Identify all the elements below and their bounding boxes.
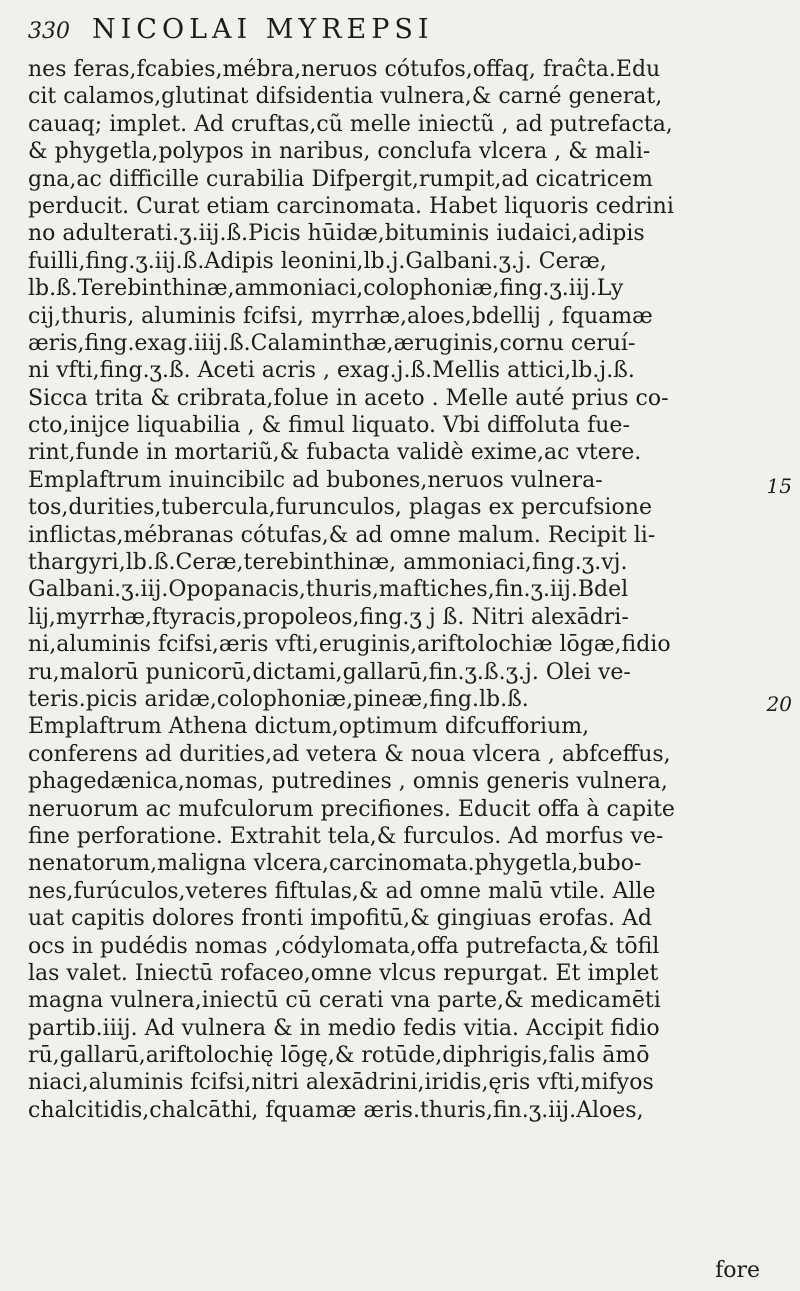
text-line: magna vulnera,iniectū cū cerati vna parte,& medicamēti	[28, 988, 661, 1014]
text-line: cto,inijce liquabilia , & fimul liquato. Vbi diffoluta fue-	[28, 413, 630, 439]
text-line: thargyri,lb.ß.Ceræ,terebinthinæ, ammoniaci,fing.ʒ.vj.	[28, 550, 628, 576]
text-line: Emplaftrum inuincibilc ad bubones,neruos vulnera-	[28, 467, 603, 493]
text-line: cij,thuris, aluminis fcifsi, myrrhæ,aloes,bdellij , fquamæ	[28, 303, 653, 329]
text-line: nes,furúculos,veteres fiftulas,& ad omne malū vtile. Alle	[28, 878, 656, 904]
text-line: rint,funde in mortariũ,& fubacta validè exime,ac vtere.	[28, 440, 642, 466]
text-line: rū,gallarū,ariftolochię lōgę,& rotūde,diphrigis,falis āmō	[28, 1043, 650, 1069]
text-line: Emplaftrum Athena dictum,optimum difcufforium,	[28, 714, 590, 740]
text-line: cauaq; implet. Ad cruftas,cũ melle iniectũ , ad putrefacta,	[28, 111, 673, 137]
text-line: partib.iiij. Ad vulnera & in medio fedis vitia. Accipit fidio	[28, 1015, 660, 1041]
text-line: phagedænica,nomas, putredines , omnis generis vulnera,	[28, 769, 668, 795]
text-line: & phygetla,polypos in naribus, conclufa vlcera , & mali-	[28, 139, 651, 165]
text-line: nenatorum,maligna vlcera,carcinomata.phygetla,bubo-	[28, 851, 642, 877]
text-line: Galbani.ʒ.iij.Opopanacis,thuris,maftiches,fin.ʒ.iij.Bdel	[28, 577, 629, 603]
text-line: æris,fing.exag.iiij.ß.Calaminthæ,æruginis,cornu ceruí-	[28, 330, 636, 356]
margin-line-number: 20	[766, 692, 792, 716]
running-head	[28, 14, 758, 45]
text-line: ni vfti,fing.ʒ.ß. Aceti acris , exag.j.ß.Mellis attici,lb.j.ß.	[28, 358, 635, 384]
text-line: ni,aluminis fcifsi,æris vfti,eruginis,ariftolochiæ lōgæ,fidio	[28, 632, 671, 658]
text-line: cit calamos,glutinat difsidentia vulnera,& carné generat,	[28, 84, 663, 110]
text-line: fuilli,fing.ʒ.iij.ß.Adipis leonini,lb.j.Galbani.ʒ.j. Ceræ,	[28, 248, 607, 274]
folio-number: 330	[28, 19, 70, 44]
text-line: las valet. Iniectū rofaceo,omne vlcus repurgat. Et implet	[28, 960, 659, 986]
catchword: fore	[715, 1258, 760, 1283]
text-line: gna,ac difficille curabilia Difpergit,rumpit,ad cicatricem	[28, 166, 653, 192]
text-line: ocs in pudédis nomas ,códylomata,offa putrefacta,& tōfil	[28, 933, 660, 959]
text-line: conferens ad durities,ad vetera & noua vlcera , abfceffus,	[28, 741, 671, 767]
text-line: uat capitis dolores fronti impofitū,& gingiuas erofas. Ad	[28, 906, 652, 932]
text-line: fine perforatione. Extrahit tela,& furculos. Ad morfus ve-	[28, 823, 664, 849]
margin-line-number: 15	[766, 474, 792, 498]
text-line: tos,durities,tubercula,furunculos, plagas ex percufsione	[28, 495, 652, 521]
text-line: chalcitidis,chalcāthi, fquamæ æris.thuris,fin.ʒ.iij.Aloes,	[28, 1097, 644, 1123]
text-line: neruorum ac mufculorum precifiones. Educit offa à capite	[28, 796, 675, 822]
text-line: niaci,aluminis fcifsi,nitri alexādrini,iridis,ęris vfti,mifyos	[28, 1070, 654, 1096]
text-line: lij,myrrhæ,ftyracis,propoleos,fing.ʒ j ß. Nitri alexādri-	[28, 604, 629, 630]
body-text	[28, 56, 772, 1124]
text-line: lb.ß.Terebinthinæ,ammoniaci,colophoniæ,fing.ʒ.iij.Ly	[28, 276, 624, 302]
text-line: no adulterati.ʒ.iij.ß.Picis hūidæ,bituminis iudaici,adipis	[28, 221, 645, 247]
text-line: perducit. Curat etiam carcinomata. Habet liquoris cedrini	[28, 193, 674, 219]
text-line: teris.picis aridæ,colophoniæ,pineæ,fing.lb.ß.	[28, 686, 529, 712]
running-title: NICOLAI MYREPSI	[92, 14, 434, 45]
text-line: inflictas,mébranas cótufas,& ad omne malum. Recipit li-	[28, 522, 656, 548]
text-line: ru,malorū punicorū,dictami,gallarū,fin.ʒ.ß.ʒ.j. Olei ve-	[28, 659, 631, 685]
text-line: Sicca trita & cribrata,folue in aceto . Melle auté prius co-	[28, 385, 669, 411]
text-line: nes feras,fcabies,mébra,neruos cótufos,offaq, fraĉta.Edu	[28, 57, 661, 82]
